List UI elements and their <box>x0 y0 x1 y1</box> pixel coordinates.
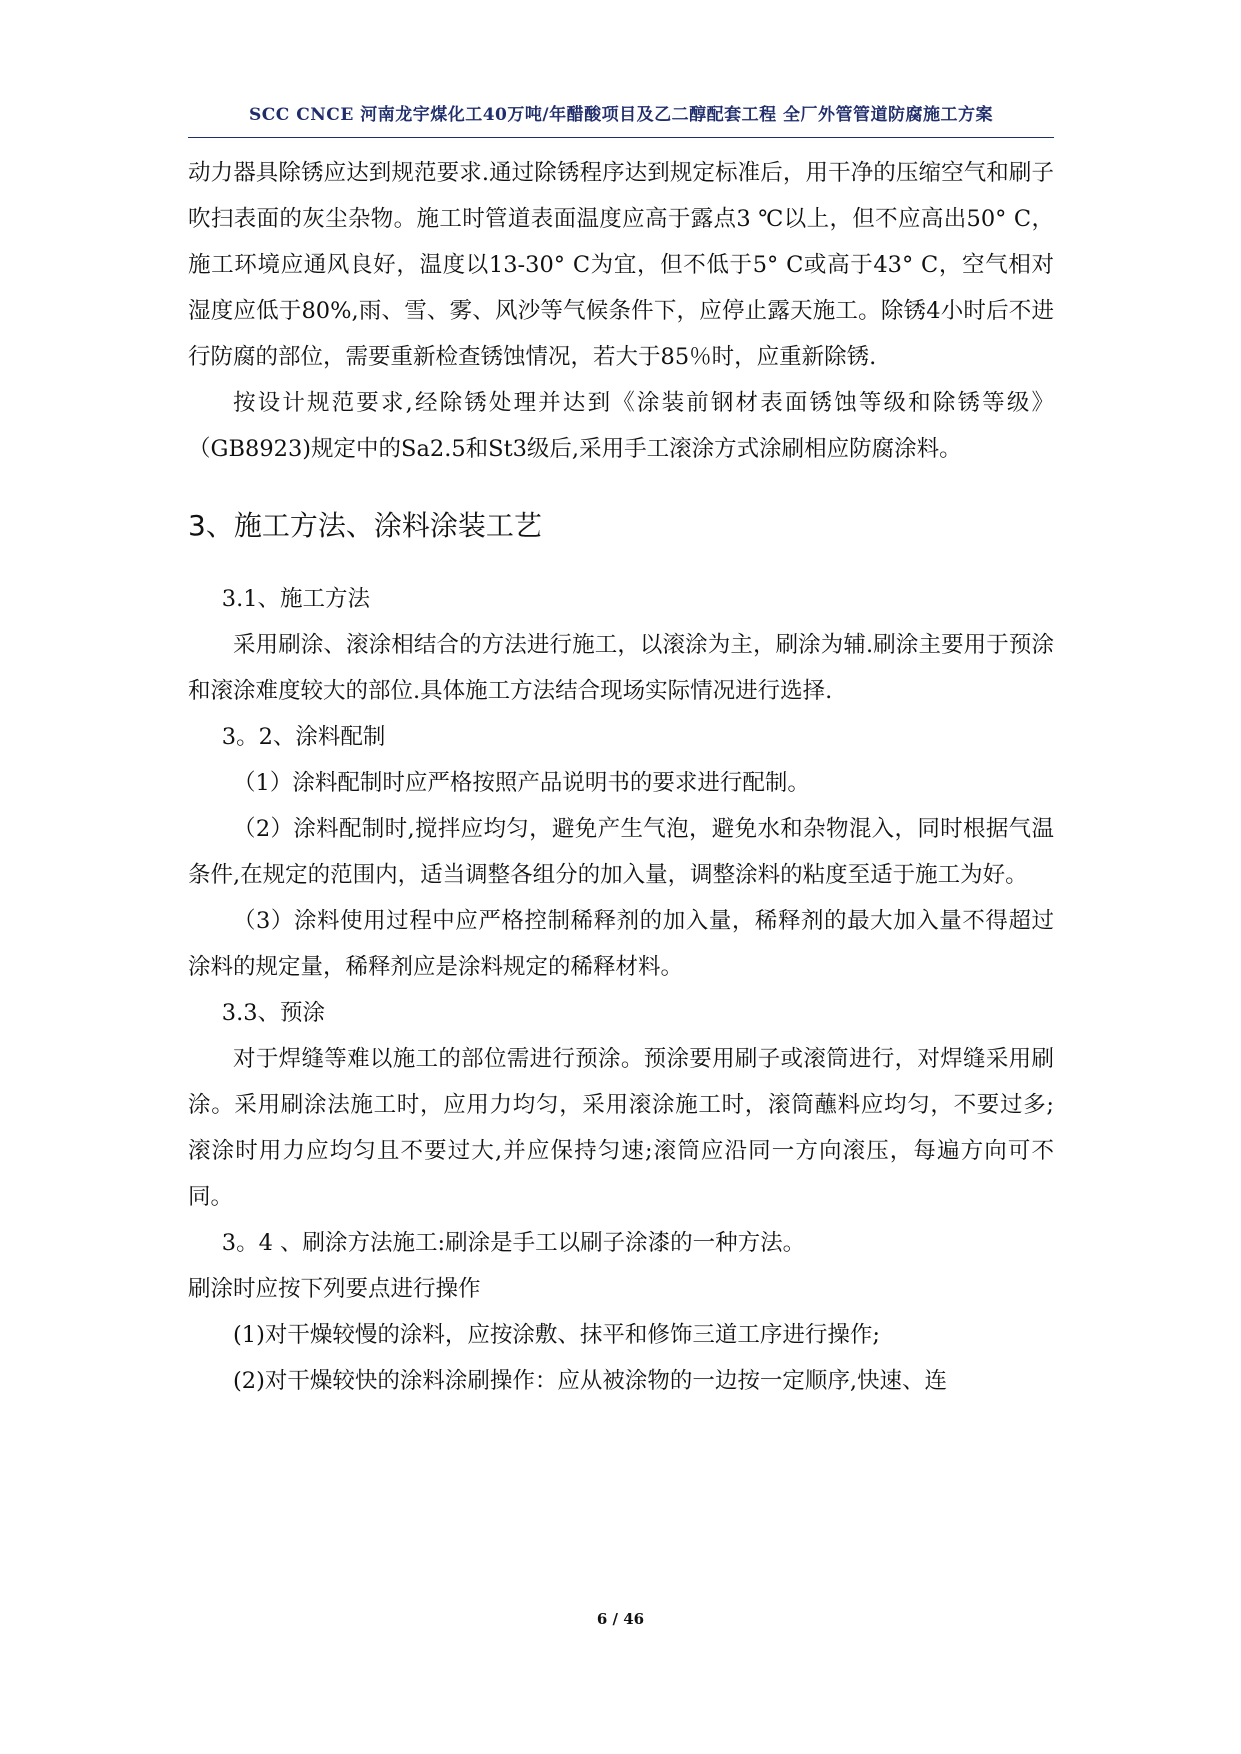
paragraph-rust-removal: 动力器具除锈应达到规范要求.通过除锈程序达到规定标准后，用干净的压缩空气和刷子吹扫表面的灰尘杂物。施工时管道表面温度应高于露点3 ℃以上，但不应高出50° C，施工环境应通风良好，温度以13-30° C为宜，但不低于5° C或高于43° C，空气相对湿度应低于80%,雨、雪、雾、风沙等气候条件下，应停止露天施工。除锈4小时后不进行防腐的部位，需要重新检查锈蚀情况，若大于85％时，应重新除锈. <box>188 160 1054 370</box>
paragraph-3-4-intro: 刷涂时应按下列要点进行操作 <box>188 1276 481 1302</box>
paragraph-3-1: 采用刷涂、滚涂相结合的方法进行施工，以滚涂为主，刷涂为辅.刷涂主要用于预涂和滚涂难度较大的部位.具体施工方法结合现场实际情况进行选择. <box>188 632 1054 704</box>
subsection-title-3-4: 3。4 、刷涂方法施工:刷涂是手工以刷子涂漆的一种方法。 <box>221 1230 806 1256</box>
section-title-3: 3、施工方法、涂料涂装工艺 <box>188 509 542 542</box>
subsection-title-3-2: 3。2、涂料配制 <box>221 724 386 750</box>
subsection-title-3-1: 3.1、施工方法 <box>221 586 371 612</box>
page-number: 6 / 46 <box>596 1610 645 1628</box>
list-item-3-4-1: (1)对干燥较慢的涂料，应按涂敷、抹平和修饰三道工序进行操作; <box>233 1322 880 1348</box>
header-divider <box>188 137 1054 138</box>
paragraph-standard: 按设计规范要求,经除锈处理并达到《涂装前钢材表面锈蚀等级和除锈等级》（GB8923)规定中的Sa2.5和St3级后,采用手工滚涂方式涂刷相应防腐涂料。 <box>188 390 1054 462</box>
list-item-3-2-3: （3）涂料使用过程中应严格控制稀释剂的加入量，稀释剂的最大加入量不得超过涂料的规定量，稀释剂应是涂料规定的稀释材料。 <box>188 908 1054 980</box>
list-item-3-2-2: （2）涂料配制时,搅拌应均匀，避免产生气泡，避免水和杂物混入，同时根据气温条件,在规定的范围内，适当调整各组分的加入量，调整涂料的粘度至适于施工为好。 <box>188 816 1054 888</box>
document-header: SCC CNCE 河南龙宇煤化工40万吨/年醋酸项目及乙二醇配套工程 全厂外管管道防腐施工方案 <box>248 105 993 125</box>
list-item-3-2-1: （1）涂料配制时应严格按照产品说明书的要求进行配制。 <box>233 770 810 796</box>
subsection-title-3-3: 3.3、预涂 <box>221 1000 326 1026</box>
paragraph-3-3: 对于焊缝等难以施工的部位需进行预涂。预涂要用刷子或滚筒进行，对焊缝采用刷涂。采用刷涂法施工时，应用力均匀，采用滚涂施工时，滚筒蘸料应均匀，不要过多; 滚涂时用力应均匀且不要过大,并应保持匀速;滚筒应沿同一方向滚压，每遍方向可不同。 <box>188 1046 1054 1210</box>
document-body <box>188 150 1054 1404</box>
list-item-3-4-2: (2)对干燥较快的涂料涂刷操作：应从被涂物的一边按一定顺序,快速、连 <box>233 1368 948 1394</box>
